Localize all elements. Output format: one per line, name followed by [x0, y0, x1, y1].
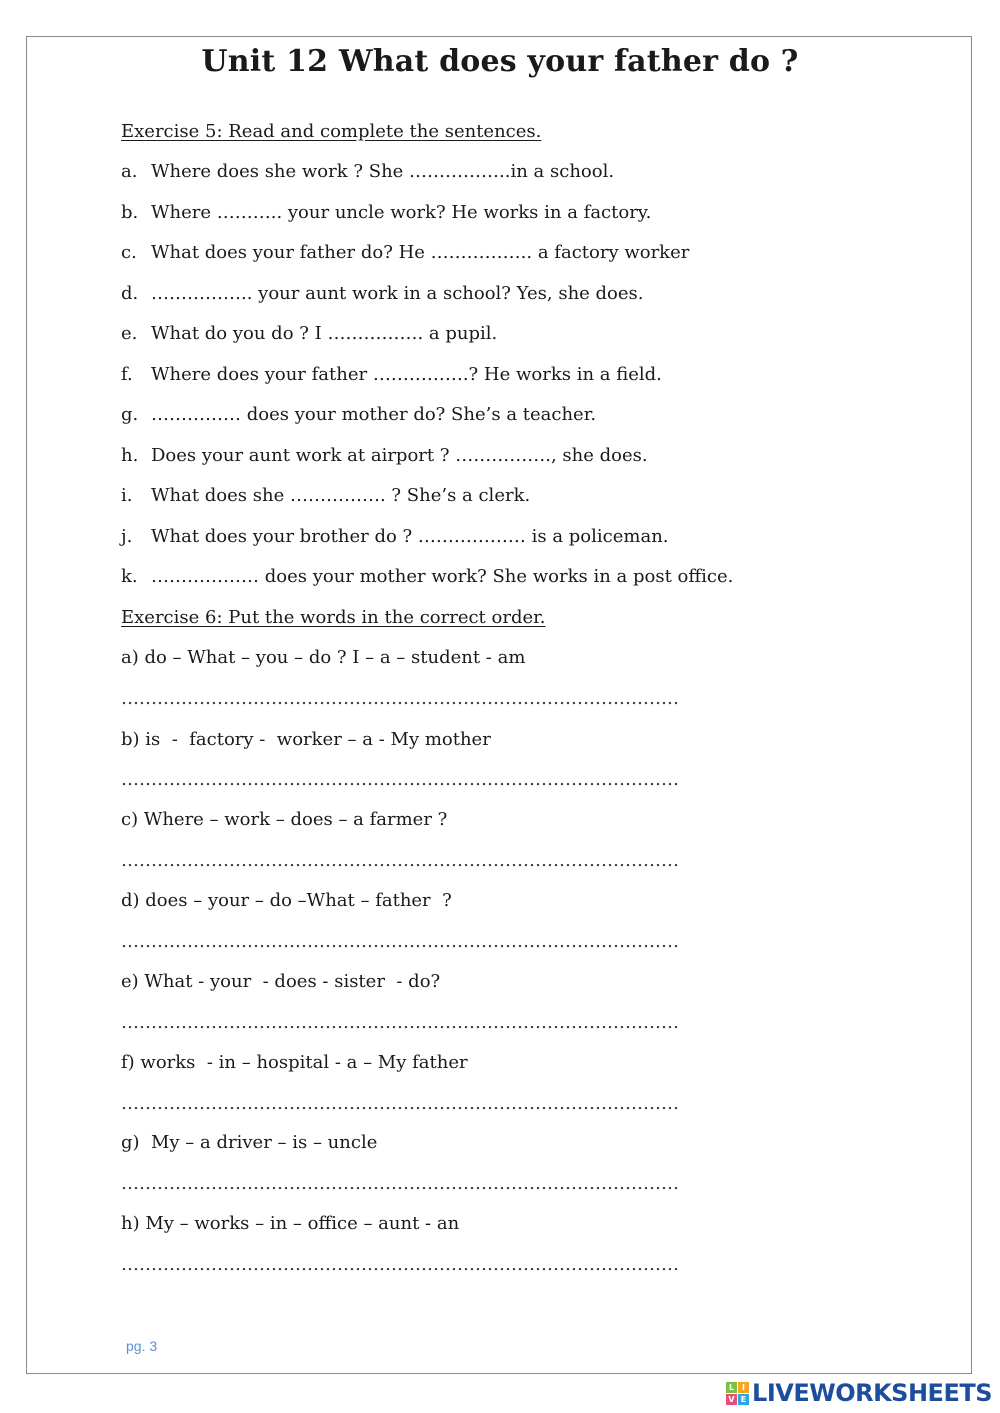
item-letter: c. [121, 242, 137, 263]
brand-name: LIVEWORKSHEETS [752, 1379, 992, 1407]
exercise6-prompt-d: d) does – your – do –What – father ? [121, 890, 452, 911]
exercise6-prompt-e: e) What - your - does - sister - do? [121, 971, 441, 992]
item-text: …………… does your mother do? She’s a teacher. [151, 404, 597, 425]
answer-line-h[interactable]: ………………………………………………………………………………… [121, 1254, 679, 1275]
item-letter: h. [121, 445, 139, 466]
answer-line-c[interactable]: ………………………………………………………………………………… [121, 850, 679, 871]
exercise6-prompt-c: c) Where – work – does – a farmer ? [121, 809, 448, 830]
exercise5-item-g [121, 404, 596, 426]
item-letter: b. [121, 202, 139, 223]
exercise5-item-h [121, 445, 648, 467]
logo-tile: V [726, 1394, 737, 1405]
exercise5-item-f [121, 364, 662, 386]
item-text: What do you do ? I ……………. a pupil. [151, 323, 498, 344]
item-letter: i. [121, 485, 133, 506]
logo-tile: I [738, 1382, 749, 1393]
answer-line-d[interactable]: ………………………………………………………………………………… [121, 931, 679, 952]
logo-tile: L [726, 1382, 737, 1393]
exercise5-item-b [121, 202, 651, 224]
exercise6-prompt-f: f) works - in – hospital - a – My father [121, 1052, 468, 1073]
exercise6-prompt-b: b) is - factory - worker – a - My mother [121, 729, 491, 750]
item-letter: g. [121, 404, 139, 425]
item-letter: f. [121, 364, 133, 385]
exercise5-item-j [121, 526, 669, 548]
exercise5-item-k [121, 566, 733, 588]
answer-line-e[interactable]: ………………………………………………………………………………… [121, 1012, 679, 1033]
exercise6-prompt-g: g) My – a driver – is – uncle [121, 1132, 378, 1153]
exercise5-item-i [121, 485, 530, 507]
item-text: Where ……….. your uncle work? He works in a factory. [151, 202, 652, 223]
item-letter: k. [121, 566, 138, 587]
item-text: Where does your father …………….? He works in a field. [151, 364, 662, 385]
item-text: ……………… does your mother work? She works in a post office. [151, 566, 734, 587]
page-title: Unit 12 What does your father do ? [201, 44, 799, 79]
exercise5-item-d [121, 283, 644, 305]
item-letter: e. [121, 323, 138, 344]
exercise6-prompt-h: h) My – works – in – office – aunt - an [121, 1213, 460, 1234]
exercise6-heading: Exercise 6: Put the words in the correct order. [121, 607, 546, 628]
exercise5-heading: Exercise 5: Read and complete the sentences. [121, 121, 542, 142]
exercise5-item-a [121, 161, 614, 183]
item-text: What does she ……………. ? She’s a clerk. [151, 485, 531, 506]
item-text: What does your brother do ? ……………… is a policeman. [151, 526, 669, 547]
liveworksheets-logo[interactable] [726, 1379, 992, 1407]
item-letter: a. [121, 161, 138, 182]
answer-line-f[interactable]: ………………………………………………………………………………… [121, 1093, 679, 1114]
answer-line-a[interactable]: ………………………………………………………………………………… [121, 688, 679, 709]
exercise5-item-e [121, 323, 497, 345]
answer-line-b[interactable]: ………………………………………………………………………………… [121, 769, 679, 790]
page-number: pg. 3 [126, 1338, 158, 1354]
item-letter: d. [121, 283, 139, 304]
logo-tile: E [738, 1394, 749, 1405]
exercise6-prompt-a: a) do – What – you – do ? I – a – student - am [121, 647, 526, 668]
item-text: What does your father do? He …………….. a factory worker [151, 242, 690, 263]
item-text: …………….. your aunt work in a school? Yes, she does. [151, 283, 644, 304]
item-letter: j. [121, 526, 133, 547]
logo-tiles-icon [726, 1382, 749, 1405]
answer-line-g[interactable]: ………………………………………………………………………………… [121, 1173, 679, 1194]
item-text: Where does she work ? She ……………..in a school. [151, 161, 615, 182]
exercise5-item-c [121, 242, 689, 264]
item-text: Does your aunt work at airport ? ……………., she does. [151, 445, 648, 466]
